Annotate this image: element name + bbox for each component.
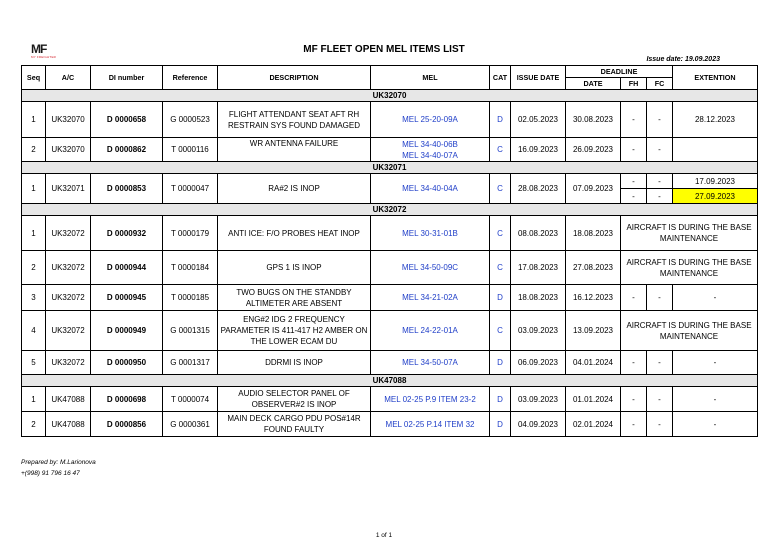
cell-fh: - (621, 285, 647, 311)
cell-issue-date: 28.08.2023 (511, 174, 566, 204)
cell-reference: G 0001315 (163, 311, 218, 351)
page-number: 1 of 1 (375, 532, 393, 539)
cell-extention: - (673, 412, 758, 437)
cell-deadline-date: 13.09.2023 (566, 311, 621, 351)
cell-mel: MEL 34-50-09C (371, 251, 490, 285)
cell-ac: UK32071 (46, 174, 91, 204)
cell-di-number: D 0000950 (91, 351, 163, 375)
col-deadline-fc: FC (647, 78, 673, 90)
page-title: MF FLEET OPEN MEL ITEMS LIST (303, 44, 465, 55)
col-deadline-fh: FH (621, 78, 647, 90)
cell-fc: - (647, 387, 673, 412)
cell-issue-date: 18.08.2023 (511, 285, 566, 311)
cell-issue-date: 04.09.2023 (511, 412, 566, 437)
cell-di-number: D 0000944 (91, 251, 163, 285)
col-cat: CAT (490, 66, 511, 90)
cell-description: FLIGHT ATTENDANT SEAT AFT RH RESTRAIN SYS FOUND DAMAGED (218, 102, 371, 138)
cell-ac: UK32070 (46, 102, 91, 138)
cell-mel: MEL 24-22-01A (371, 311, 490, 351)
cell-extention-note: AIRCRAFT IS DURING THE BASE MAINTENANCE (621, 251, 758, 285)
cell-seq: 2 (22, 138, 46, 162)
col-reference: Reference (163, 66, 218, 90)
cell-di-number: D 0000862 (91, 138, 163, 162)
cell-reference: T 0000116 (163, 138, 218, 162)
cell-di-number: D 0000945 (91, 285, 163, 311)
cell-cat: D (490, 102, 511, 138)
cell-deadline-date: 02.01.2024 (566, 412, 621, 437)
cell-extention-note: AIRCRAFT IS DURING THE BASE MAINTENANCE (621, 216, 758, 251)
cell-cat: D (490, 387, 511, 412)
col-issue-date: ISSUE DATE (511, 66, 566, 90)
col-seq: Seq (22, 66, 46, 90)
cell-extention: 17.09.2023 (673, 174, 758, 189)
cell-ac: UK32072 (46, 216, 91, 251)
table-row (22, 102, 758, 138)
cell-fh: - (621, 189, 647, 204)
cell-deadline-date: 01.01.2024 (566, 387, 621, 412)
cell-ac: UK47088 (46, 387, 91, 412)
cell-di-number: D 0000856 (91, 412, 163, 437)
cell-deadline-date: 27.08.2023 (566, 251, 621, 285)
cell-fc: - (647, 412, 673, 437)
group-label: UK32072 (22, 204, 758, 216)
cell-reference: T 0000185 (163, 285, 218, 311)
cell-seq: 1 (22, 387, 46, 412)
col-mel: MEL (371, 66, 490, 90)
cell-cat: C (490, 311, 511, 351)
cell-issue-date: 06.09.2023 (511, 351, 566, 375)
table-row (22, 174, 758, 189)
cell-extention: - (673, 351, 758, 375)
header-row (22, 66, 758, 78)
cell-di-number: D 0000698 (91, 387, 163, 412)
group-row (22, 90, 758, 102)
group-row (22, 375, 758, 387)
table-row (22, 387, 758, 412)
cell-fh: - (621, 174, 647, 189)
cell-mel: MEL 02-25 P.14 ITEM 32 (371, 412, 490, 437)
issue-date: Issue date: 19.09.2023 (646, 56, 720, 63)
cell-deadline-date: 07.09.2023 (566, 174, 621, 204)
cell-fc: - (647, 285, 673, 311)
cell-di-number: D 0000853 (91, 174, 163, 204)
cell-di-number: D 0000949 (91, 311, 163, 351)
cell-description: RA#2 IS INOP (218, 174, 371, 204)
cell-mel: MEL 02-25 P.9 ITEM 23-2 (371, 387, 490, 412)
cell-reference: T 0000074 (163, 387, 218, 412)
group-label: UK47088 (22, 375, 758, 387)
cell-extention: - (673, 285, 758, 311)
cell-extention (673, 138, 758, 162)
cell-fh: - (621, 138, 647, 162)
cell-seq: 1 (22, 174, 46, 204)
table-row (22, 216, 758, 251)
cell-ac: UK47088 (46, 412, 91, 437)
cell-issue-date: 08.08.2023 (511, 216, 566, 251)
cell-fc: - (647, 174, 673, 189)
table-row (22, 251, 758, 285)
group-label: UK32071 (22, 162, 758, 174)
table-row (22, 351, 758, 375)
cell-ac: UK32072 (46, 351, 91, 375)
cell-issue-date: 17.08.2023 (511, 251, 566, 285)
cell-mel: MEL 34-21-02A (371, 285, 490, 311)
cell-reference: T 0000047 (163, 174, 218, 204)
mel-ref: MEL 34-40-06B (402, 139, 458, 149)
cell-fh: - (621, 102, 647, 138)
cell-seq: 2 (22, 251, 46, 285)
cell-description: MAIN DECK CARGO PDU POS#14R FOUND FAULTY (218, 412, 371, 437)
cell-description: GPS 1 IS INOP (218, 251, 371, 285)
cell-fc: - (647, 351, 673, 375)
col-extention: EXTENTION (673, 66, 758, 90)
cell-deadline-date: 26.09.2023 (566, 138, 621, 162)
cell-description: WR ANTENNA FAILURE (218, 138, 371, 162)
table-row (22, 138, 758, 162)
cell-description: AUDIO SELECTOR PANEL OF OBSERVER#2 IS INOP (218, 387, 371, 412)
col-di-number: DI number (91, 66, 163, 90)
logo-subtext: MY FREIGHTER (31, 55, 57, 59)
cell-cat: D (490, 351, 511, 375)
cell-reference: T 0000179 (163, 216, 218, 251)
cell-ac: UK32072 (46, 311, 91, 351)
cell-fh: - (621, 351, 647, 375)
logo-mark: MF (31, 42, 47, 56)
cell-description: TWO BUGS ON THE STANDBY ALTIMETER ARE ABSENT (218, 285, 371, 311)
cell-seq: 3 (22, 285, 46, 311)
cell-ac: UK32070 (46, 138, 91, 162)
cell-description: ANTI ICE: F/O PROBES HEAT INOP (218, 216, 371, 251)
cell-mel: MEL 34-40-04A (371, 174, 490, 204)
table-row (22, 412, 758, 437)
cell-fc: - (647, 189, 673, 204)
cell-issue-date: 03.09.2023 (511, 387, 566, 412)
cell-reference: T 0000184 (163, 251, 218, 285)
cell-extention-highlighted: 27.09.2023 (673, 189, 758, 204)
cell-issue-date: 02.05.2023 (511, 102, 566, 138)
cell-mel: MEL 25-20-09A (371, 102, 490, 138)
cell-seq: 5 (22, 351, 46, 375)
cell-deadline-date: 30.08.2023 (566, 102, 621, 138)
cell-description: DDRMI IS INOP (218, 351, 371, 375)
cell-cat: D (490, 285, 511, 311)
cell-mel (371, 138, 490, 162)
cell-di-number: D 0000932 (91, 216, 163, 251)
cell-description: ENG#2 IDG 2 FREQUENCY PARAMETER IS 411-417 H2 AMBER ON THE LOWER ECAM DU (218, 311, 371, 351)
group-row (22, 204, 758, 216)
cell-reference: G 0000361 (163, 412, 218, 437)
cell-seq: 4 (22, 311, 46, 351)
cell-fc: - (647, 138, 673, 162)
cell-reference: G 0001317 (163, 351, 218, 375)
cell-extention: 28.12.2023 (673, 102, 758, 138)
cell-di-number: D 0000658 (91, 102, 163, 138)
mel-items-table (21, 65, 758, 437)
mel-ref: MEL 34-40-07A (402, 150, 458, 160)
cell-seq: 2 (22, 412, 46, 437)
cell-ac: UK32072 (46, 251, 91, 285)
cell-cat: C (490, 174, 511, 204)
cell-cat: C (490, 138, 511, 162)
cell-issue-date: 16.09.2023 (511, 138, 566, 162)
table-row (22, 285, 758, 311)
col-ac: A/C (46, 66, 91, 90)
cell-deadline-date: 04.01.2024 (566, 351, 621, 375)
cell-issue-date: 03.09.2023 (511, 311, 566, 351)
cell-reference: G 0000523 (163, 102, 218, 138)
cell-cat: D (490, 412, 511, 437)
cell-extention-note: AIRCRAFT IS DURING THE BASE MAINTENANCE (621, 311, 758, 351)
cell-cat: C (490, 216, 511, 251)
cell-fh: - (621, 387, 647, 412)
group-row (22, 162, 758, 174)
cell-deadline-date: 18.08.2023 (566, 216, 621, 251)
cell-fc: - (647, 102, 673, 138)
cell-extention: - (673, 387, 758, 412)
cell-seq: 1 (22, 102, 46, 138)
table-row (22, 311, 758, 351)
col-deadline-date: DATE (566, 78, 621, 90)
col-description: DESCRIPTION (218, 66, 371, 90)
group-label: UK32070 (22, 90, 758, 102)
cell-ac: UK32072 (46, 285, 91, 311)
prepared-by: Prepared by: M.Larionova (21, 459, 96, 466)
contact-phone: +(998) 91 796 16 47 (21, 470, 80, 477)
cell-deadline-date: 16.12.2023 (566, 285, 621, 311)
cell-fh: - (621, 412, 647, 437)
cell-mel: MEL 30-31-01B (371, 216, 490, 251)
col-deadline: DEADLINE (566, 66, 673, 78)
cell-seq: 1 (22, 216, 46, 251)
cell-mel: MEL 34-50-07A (371, 351, 490, 375)
cell-cat: C (490, 251, 511, 285)
